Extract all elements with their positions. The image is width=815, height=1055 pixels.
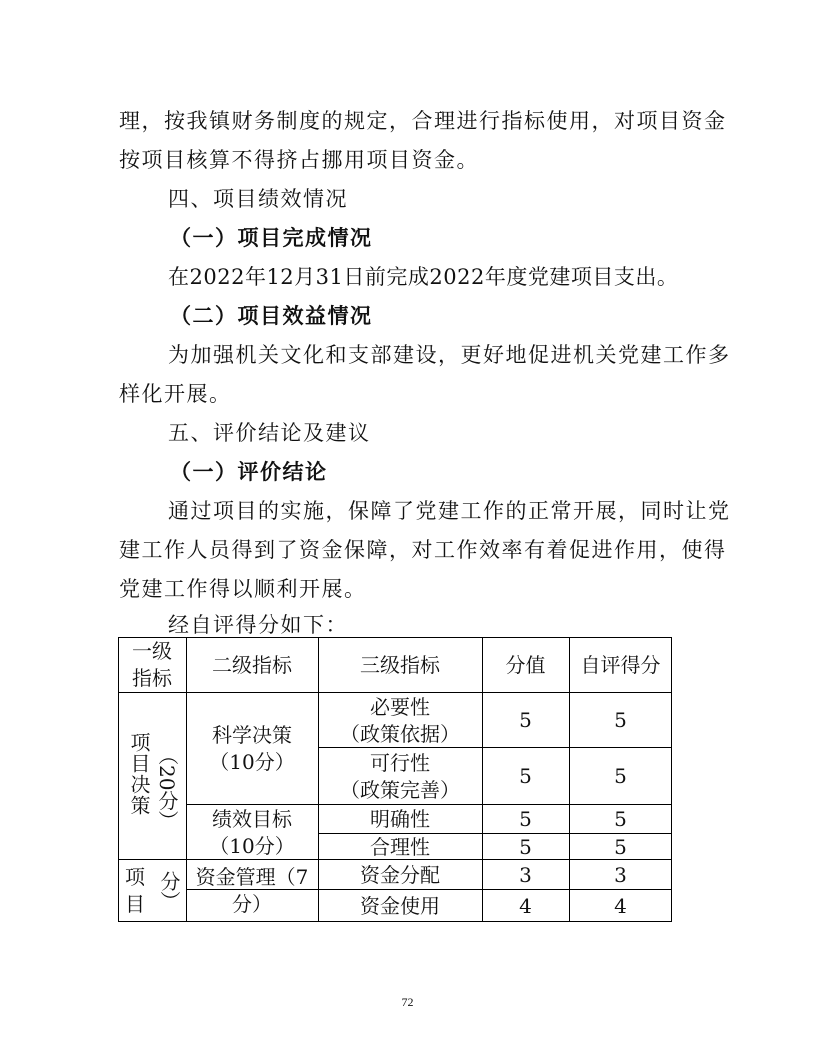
group-points: 分） [157, 871, 181, 911]
score-cell: 5 [519, 807, 532, 831]
paragraph-line: 通过项目的实施，保障了党建工作的正常开展，同时让党 [168, 499, 731, 523]
paragraph-line: 经自评得分如下： [168, 613, 348, 637]
second-level-cell: 科学决策 （10分） [209, 723, 295, 774]
header-self-score: 自评得分 [580, 652, 661, 677]
paragraph-line: 理，按我镇财务制度的规定，合理进行指标使用，对项目资金 [119, 109, 727, 133]
paragraph-line: 为加强机关文化和支部建设，更好地促进机关党建工作多 [168, 343, 731, 367]
third-level-cell: 可行性 （政策完善） [340, 750, 460, 802]
subsection-heading: （一）项目完成情况 [170, 226, 373, 250]
section-heading: 四、项目绩效情况 [168, 187, 348, 211]
group-name: 项 目 [125, 865, 145, 916]
header-level3: 三级指标 [360, 652, 440, 677]
subsection-heading: （二）项目效益情况 [170, 304, 373, 328]
page-number: 72 [401, 995, 414, 1009]
paragraph-line: 按项目核算不得挤占挪用项目资金。 [119, 148, 479, 172]
header-level2: 二级指标 [212, 652, 292, 677]
score-cell: 5 [519, 764, 532, 788]
paragraph-line: 样化开展。 [119, 382, 232, 406]
self-score-cell: 3 [614, 862, 627, 887]
score-table [118, 637, 672, 923]
group-name: 项目决策 [127, 732, 151, 816]
paragraph-line: 党建工作得以顺利开展。 [119, 577, 367, 601]
self-score-cell: 5 [614, 807, 627, 831]
score-cell: 4 [519, 893, 532, 918]
score-cell: 5 [519, 708, 532, 732]
header-level1: 一级 指标 [132, 639, 172, 690]
self-score-cell: 4 [614, 893, 627, 918]
header-score: 分值 [505, 652, 546, 677]
section-heading: 五、评价结论及建议 [168, 421, 371, 445]
score-cell: 5 [519, 834, 532, 859]
paragraph-line: 在2022年12月31日前完成2022年度党建项目支出。 [168, 265, 679, 289]
group-points: （20分） [155, 745, 179, 831]
score-cell: 3 [519, 862, 532, 887]
self-score-cell: 5 [614, 708, 627, 732]
third-level-cell: 资金分配 [360, 862, 440, 887]
second-level-cell: 绩效目标 （10分） [209, 806, 295, 858]
third-level-cell: 明确性 [370, 807, 430, 831]
self-score-cell: 5 [614, 764, 627, 788]
third-level-cell: 资金使用 [360, 893, 440, 918]
self-score-cell: 5 [614, 834, 627, 859]
third-level-cell: 必要性 （政策依据） [340, 694, 460, 746]
second-level-cell: 资金管理（7 分） [195, 865, 309, 916]
subsection-heading: （一）评价结论 [170, 460, 328, 484]
third-level-cell: 合理性 [370, 834, 430, 859]
paragraph-line: 建工作人员得到了资金保障，对工作效率有着促进作用，使得 [119, 538, 727, 562]
